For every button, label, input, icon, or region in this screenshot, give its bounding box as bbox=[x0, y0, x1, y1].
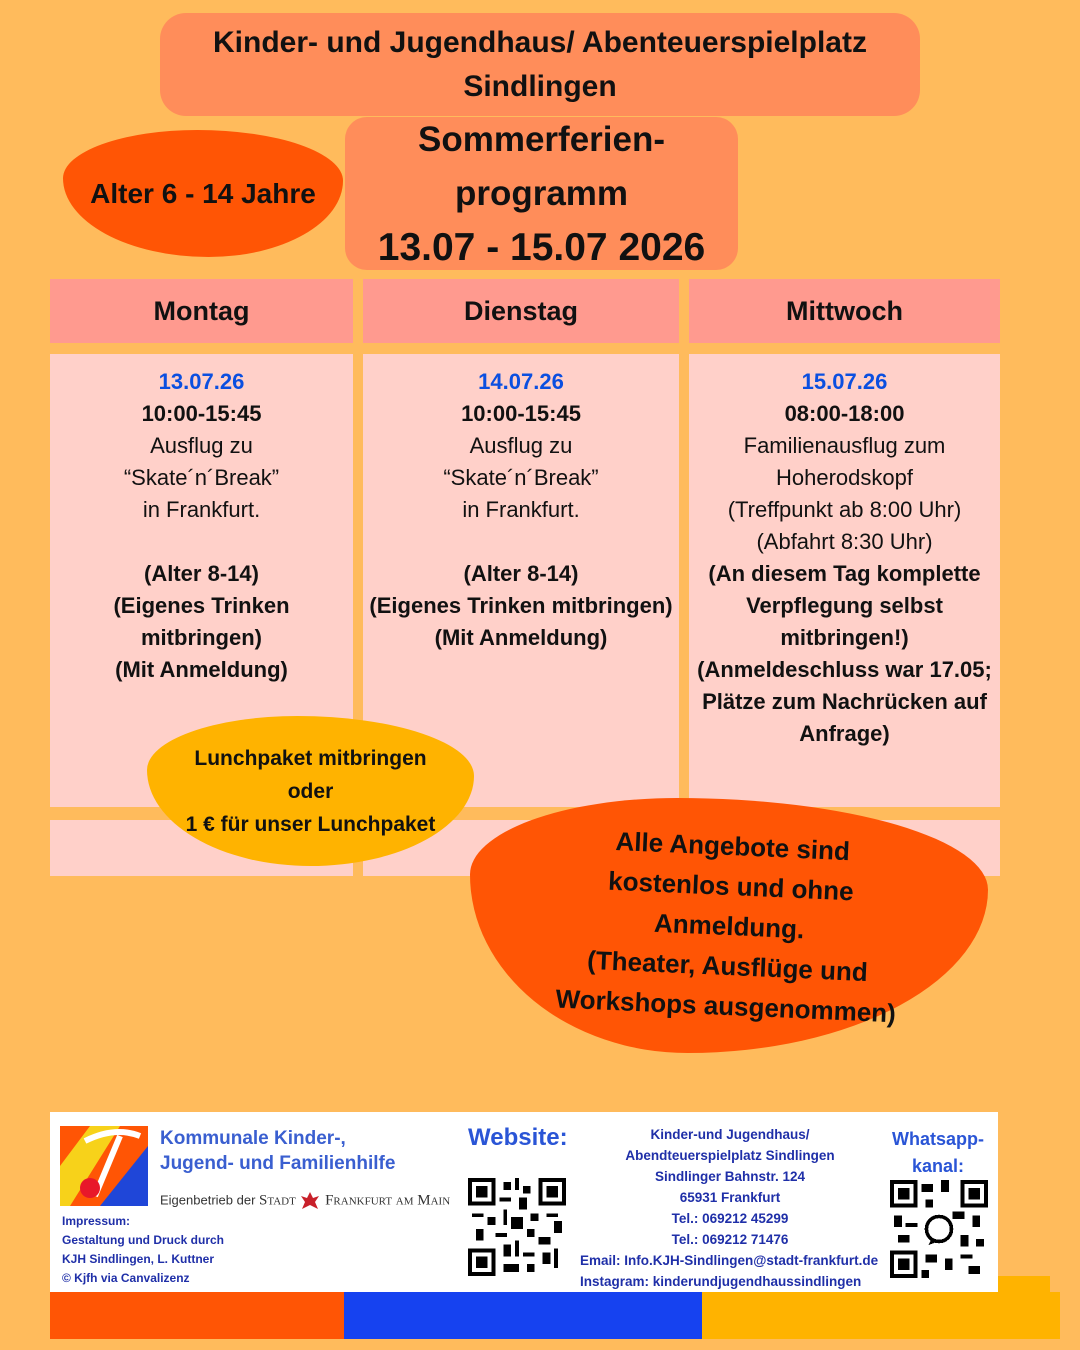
day-line: (Treffpunkt ab 8:00 Uhr) bbox=[727, 497, 962, 522]
day-note: mitbringen) bbox=[141, 625, 262, 650]
day-note: (Mit Anmeldung) bbox=[434, 625, 608, 650]
eigenbetrieb-line bbox=[160, 1190, 450, 1212]
org-title-line2: Sindlingen bbox=[463, 69, 617, 103]
day-name: Dienstag bbox=[463, 295, 579, 326]
day-note: mitbringen!) bbox=[780, 625, 909, 650]
bar-orange bbox=[50, 1292, 344, 1339]
kjfh-title bbox=[160, 1126, 395, 1176]
day-date: 13.07.26 bbox=[158, 369, 245, 394]
day-date: 15.07.26 bbox=[801, 369, 888, 394]
free-line: Workshops ausgenommen) bbox=[554, 983, 897, 1028]
free-offers-badge bbox=[470, 798, 988, 1053]
bar-blue bbox=[344, 1292, 702, 1339]
day-note: (Eigenes Trinken mitbringen) bbox=[369, 593, 673, 618]
impressum-line: Impressum: bbox=[62, 1214, 131, 1228]
contact-instagram[interactable]: Instagram: kinderundjugendhaussindlingen bbox=[580, 1274, 862, 1289]
day-name: Mittwoch bbox=[786, 295, 903, 326]
day-note: (An diesem Tag komplette bbox=[708, 561, 981, 586]
day-note: Plätze zum Nachrücken auf bbox=[702, 689, 987, 714]
day-note: (Mit Anmeldung) bbox=[115, 657, 288, 682]
day-header-mittwoch bbox=[689, 279, 1000, 343]
day-line: Ausflug zu bbox=[469, 433, 573, 458]
whatsapp-label-line1: Whatsapp- bbox=[892, 1129, 984, 1149]
day-note: (Alter 8-14) bbox=[463, 561, 579, 586]
bar-yellow bbox=[702, 1292, 1060, 1339]
contact-line: Kinder-und Jugendhaus/ bbox=[650, 1127, 810, 1142]
contact-line: Sindlinger Bahnstr. 124 bbox=[654, 1169, 806, 1184]
program-title-line1: Sommerferien- bbox=[417, 119, 666, 159]
free-line: (Theater, Ausflüge und bbox=[586, 944, 869, 987]
impressum-line: © Kjfh via Canvalizenz bbox=[62, 1271, 190, 1285]
day-line: “Skate´n´Break” bbox=[123, 465, 280, 490]
program-title-box bbox=[345, 117, 738, 270]
day-header-montag bbox=[50, 279, 353, 343]
stadt-text: Stadt bbox=[259, 1192, 296, 1209]
contact-line: Tel.: 069212 45299 bbox=[671, 1211, 789, 1226]
kjfh-title-line1: Kommunale Kinder-, bbox=[160, 1128, 346, 1149]
contact-line: 65931 Frankfurt bbox=[679, 1190, 781, 1205]
day-time: 10:00-15:45 bbox=[461, 401, 581, 426]
contact-line: Tel.: 069212 71476 bbox=[671, 1232, 789, 1247]
age-text: Alter 6 - 14 Jahre bbox=[90, 177, 316, 209]
day-date: 14.07.26 bbox=[478, 369, 564, 394]
website-qr-icon[interactable] bbox=[468, 1178, 566, 1276]
whatsapp-label bbox=[885, 1126, 991, 1180]
day-note: (Alter 8-14) bbox=[144, 561, 259, 586]
day-time: 10:00-15:45 bbox=[141, 401, 262, 426]
day-line: (Abfahrt 8:30 Uhr) bbox=[756, 529, 933, 554]
bar-yellow-step bbox=[998, 1276, 1050, 1292]
org-title-box bbox=[160, 13, 920, 116]
org-title-line1: Kinder- und Jugendhaus/ Abenteuerspielplatz bbox=[213, 25, 867, 59]
lunch-line: oder bbox=[287, 779, 334, 803]
day-note: (Eigenes Trinken bbox=[113, 593, 290, 618]
day-name: Montag bbox=[153, 295, 250, 326]
age-badge bbox=[63, 130, 343, 257]
day-header-dienstag bbox=[363, 279, 679, 343]
contact-online-block bbox=[580, 1250, 878, 1292]
lunch-line: 1 € für unser Lunchpaket bbox=[185, 812, 436, 836]
contact-email[interactable]: Email: Info.KJH-Sindlingen@stadt-frankfurt.de bbox=[580, 1253, 879, 1268]
free-line: kostenlos und ohne bbox=[607, 865, 855, 906]
day-line: in Frankfurt. bbox=[142, 497, 261, 522]
free-line: Anmeldung. bbox=[653, 907, 805, 944]
day-card-mittwoch bbox=[689, 354, 1000, 807]
day-line: in Frankfurt. bbox=[462, 497, 580, 522]
website-label: Website: bbox=[468, 1124, 568, 1151]
day-time: 08:00-18:00 bbox=[784, 401, 905, 426]
day-note: (Anmeldeschluss war 17.05; bbox=[697, 657, 992, 682]
day-note: Anfrage) bbox=[799, 721, 890, 746]
program-title-line2: programm bbox=[454, 173, 629, 213]
whatsapp-qr-icon[interactable] bbox=[890, 1180, 988, 1278]
impressum-line: Gestaltung und Druck durch bbox=[62, 1233, 225, 1247]
impressum-block bbox=[62, 1212, 224, 1288]
frankfurt-text: Frankfurt am Main bbox=[325, 1192, 451, 1209]
day-line: Familienausflug zum bbox=[743, 433, 946, 458]
impressum-line: KJH Sindlingen, L. Kuttner bbox=[62, 1252, 214, 1266]
contact-block bbox=[575, 1124, 885, 1250]
day-line: “Skate´n´Break” bbox=[443, 465, 599, 490]
lunch-line: Lunchpaket mitbringen bbox=[194, 746, 427, 770]
day-line: Ausflug zu bbox=[150, 433, 253, 458]
frankfurt-eagle-icon bbox=[299, 1190, 321, 1212]
eigenbetrieb-text: Eigenbetrieb der bbox=[160, 1192, 256, 1208]
contact-line: Abendteuerspielplatz Sindlingen bbox=[625, 1148, 835, 1163]
kjfh-logo-icon bbox=[60, 1126, 148, 1206]
free-line: Alle Angebote sind bbox=[614, 825, 851, 866]
day-note: Verpflegung selbst bbox=[746, 593, 943, 618]
whatsapp-label-line2: kanal: bbox=[911, 1156, 965, 1176]
program-dates: 13.07 - 15.07 2026 bbox=[377, 225, 706, 269]
day-line: Hoherodskopf bbox=[776, 465, 913, 490]
kjfh-title-line2: Jugend- und Familienhilfe bbox=[160, 1153, 396, 1174]
footer-panel bbox=[50, 1112, 998, 1292]
